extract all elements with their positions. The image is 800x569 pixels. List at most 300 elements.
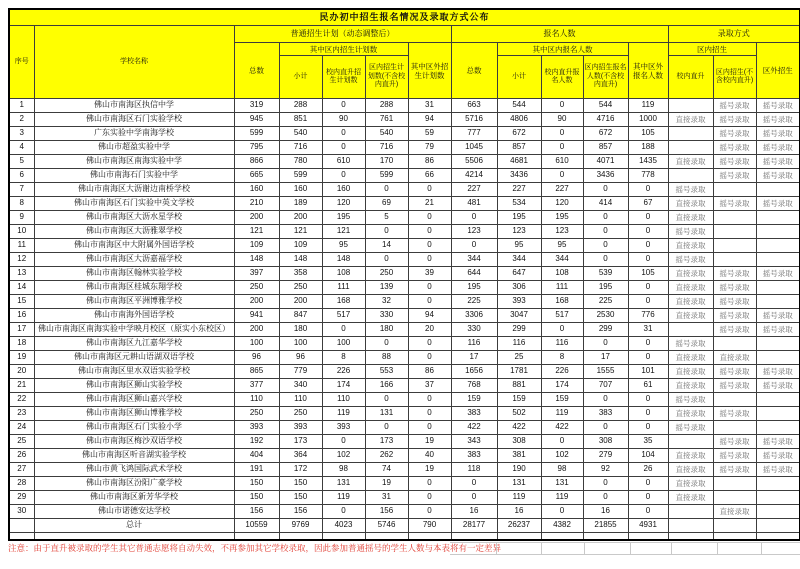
cell-apply-in-excl: 2530: [583, 309, 628, 323]
table-row: [9, 253, 800, 267]
cell-plan-total: 397: [234, 267, 279, 281]
cell-apply-out: [628, 533, 668, 541]
cell-school: 佛山市南海区翰林实验学校: [34, 267, 234, 281]
cell-plan-in-direct: 195: [322, 211, 365, 225]
cell-admission-in-excl: 摇号录取: [713, 155, 756, 169]
cell-admission-in-direct: [668, 519, 713, 533]
cell-apply-in-subtotal: [497, 533, 541, 541]
cell-apply-in-direct: 90: [541, 113, 583, 127]
cell-apply-in-subtotal: 3047: [497, 309, 541, 323]
cell-plan-total: 795: [234, 141, 279, 155]
cell-admission-in-direct: 摇号录取: [668, 253, 713, 267]
cell-apply-in-direct: 0: [541, 169, 583, 183]
col-header-index: 序号: [9, 26, 34, 99]
col-header-admission-in-group: 区内招生: [668, 43, 756, 56]
cell-apply-in-subtotal: 16: [497, 505, 541, 519]
cell-admission-in-direct: 直接录取: [668, 267, 713, 281]
cell-admission-in-excl: 摇号录取: [713, 267, 756, 281]
cell-index: 26: [9, 449, 34, 463]
cell-index: 4: [9, 141, 34, 155]
cell-admission-in-excl: 摇号录取: [713, 365, 756, 379]
cell-apply-total: 383: [451, 449, 497, 463]
cell-apply-in-subtotal: 227: [497, 183, 541, 197]
cell-school: 佛山市南海区大沥嘉福学校: [34, 253, 234, 267]
cell-plan-out: 0: [408, 421, 451, 435]
cell-admission-in-excl: 摇号录取: [713, 309, 756, 323]
cell-apply-total: 344: [451, 253, 497, 267]
cell-plan-in-subtotal: 288: [279, 99, 322, 113]
col-header-plan-total: 总数: [234, 43, 279, 99]
cell-plan-in-direct: 0: [322, 435, 365, 449]
cell-apply-in-subtotal: 95: [497, 239, 541, 253]
cell-admission-out: 摇号录取: [756, 113, 800, 127]
cell-apply-in-excl: 4071: [583, 155, 628, 169]
cell-admission-in-excl: [713, 211, 756, 225]
cell-admission-in-direct: 摇号录取: [668, 337, 713, 351]
cell-apply-out: 0: [628, 407, 668, 421]
cell-school: 佛山市南海区大沥谢边南桥学校: [34, 183, 234, 197]
cell-apply-total: 5506: [451, 155, 497, 169]
cell-apply-out: 0: [628, 421, 668, 435]
col-header-plan-in-direct: 校内直升招生计划数: [322, 56, 365, 99]
cell-index: 24: [9, 421, 34, 435]
table-row: [9, 435, 800, 449]
cell-index: 7: [9, 183, 34, 197]
cell-plan-in-direct: 0: [322, 127, 365, 141]
cell-plan-out: 21: [408, 197, 451, 211]
table-row: [9, 477, 800, 491]
cell-apply-in-direct: 517: [541, 309, 583, 323]
title-row: [9, 9, 800, 26]
cell-plan-in-direct: [322, 533, 365, 541]
cell-plan-total: 200: [234, 323, 279, 337]
cell-plan-in-excl: 553: [365, 365, 408, 379]
cell-apply-in-subtotal: 381: [497, 449, 541, 463]
cell-apply-out: 0: [628, 295, 668, 309]
cell-plan-in-subtotal: 779: [279, 365, 322, 379]
cell-school: 佛山市南海区石门实验中英文学校: [34, 197, 234, 211]
cell-admission-in-direct: 直接录取: [668, 281, 713, 295]
cell-apply-in-direct: 610: [541, 155, 583, 169]
table-row: [9, 225, 800, 239]
cell-plan-in-direct: 0: [322, 99, 365, 113]
cell-index: 11: [9, 239, 34, 253]
cell-plan-out: 0: [408, 491, 451, 505]
cell-index: 1: [9, 99, 34, 113]
table-row: [9, 393, 800, 407]
cell-school: 佛山市南海区元耕山语湖双语学校: [34, 351, 234, 365]
cell-admission-out: 摇号录取: [756, 323, 800, 337]
footnote-strip: [8, 542, 800, 555]
cell-school: 佛山市诺德安达学校: [34, 505, 234, 519]
cell-admission-out: 摇号录取: [756, 463, 800, 477]
cell-plan-in-direct: 610: [322, 155, 365, 169]
cell-plan-in-subtotal: 780: [279, 155, 322, 169]
cell-plan-in-direct: 121: [322, 225, 365, 239]
cell-plan-in-excl: 156: [365, 505, 408, 519]
cell-apply-out: 0: [628, 225, 668, 239]
cell-admission-in-direct: 直接录取: [668, 491, 713, 505]
cell-plan-in-subtotal: 121: [279, 225, 322, 239]
cell-index: 23: [9, 407, 34, 421]
cell-apply-out: 0: [628, 281, 668, 295]
cell-apply-in-direct: 226: [541, 365, 583, 379]
cell-admission-in-excl: 直接录取: [713, 351, 756, 365]
cell-apply-in-direct: 344: [541, 253, 583, 267]
cell-plan-total: 941: [234, 309, 279, 323]
cell-apply-in-excl: 0: [583, 337, 628, 351]
cell-admission-in-excl: 摇号录取: [713, 435, 756, 449]
cell-apply-in-excl: 0: [583, 491, 628, 505]
cell-admission-out: [756, 295, 800, 309]
cell-admission-out: 摇号录取: [756, 169, 800, 183]
cell-apply-total: 768: [451, 379, 497, 393]
table-header: [9, 9, 800, 99]
cell-apply-total: 0: [451, 491, 497, 505]
cell-apply-in-subtotal: 502: [497, 407, 541, 421]
cell-plan-in-excl: 330: [365, 309, 408, 323]
col-header-apply-out: 其中区外报名人数: [628, 43, 668, 99]
cell-apply-in-excl: 279: [583, 449, 628, 463]
cell-plan-in-direct: 95: [322, 239, 365, 253]
cell-school: 佛山市南海区梅沙双语学校: [34, 435, 234, 449]
cell-plan-total: [234, 533, 279, 541]
cell-apply-out: 1435: [628, 155, 668, 169]
cell-admission-in-excl: [713, 421, 756, 435]
cell-admission-in-excl: 摇号录取: [713, 197, 756, 211]
cell-apply-total: 5716: [451, 113, 497, 127]
col-header-apply-in-excl: 区内招生报名人数(不含校内直升): [583, 56, 628, 99]
cell-apply-total: 225: [451, 295, 497, 309]
cell-apply-out: 1000: [628, 113, 668, 127]
cell-plan-total: 945: [234, 113, 279, 127]
cell-apply-in-excl: 672: [583, 127, 628, 141]
cell-plan-in-excl: 170: [365, 155, 408, 169]
cell-plan-out: 66: [408, 169, 451, 183]
cell-admission-in-direct: [668, 323, 713, 337]
cell-admission-in-excl: 摇号录取: [713, 463, 756, 477]
cell-admission-in-direct: [668, 533, 713, 541]
cell-apply-total: 0: [451, 239, 497, 253]
cell-plan-in-excl: 250: [365, 267, 408, 281]
total-row: [9, 519, 800, 533]
table-row: [9, 491, 800, 505]
cell-plan-out: 0: [408, 351, 451, 365]
cell-plan-total: 665: [234, 169, 279, 183]
cell-apply-in-direct: 95: [541, 239, 583, 253]
table-row: [9, 197, 800, 211]
cell-admission-in-direct: 直接录取: [668, 309, 713, 323]
cell-plan-out: 0: [408, 505, 451, 519]
cell-plan-in-direct: 102: [322, 449, 365, 463]
cell-plan-in-excl: 139: [365, 281, 408, 295]
cell-admission-in-direct: 直接录取: [668, 239, 713, 253]
cell-apply-in-subtotal: 195: [497, 211, 541, 225]
cell-apply-total: 663: [451, 99, 497, 113]
cell-plan-in-direct: 0: [322, 169, 365, 183]
cell-plan-in-direct: 0: [322, 505, 365, 519]
enrollment-table: [8, 8, 800, 541]
cell-plan-in-subtotal: 540: [279, 127, 322, 141]
cell-index: 29: [9, 491, 34, 505]
cell-apply-total: 159: [451, 393, 497, 407]
cell-plan-in-subtotal: 393: [279, 421, 322, 435]
cell-admission-in-direct: 直接录取: [668, 463, 713, 477]
cell-apply-out: 105: [628, 127, 668, 141]
cell-admission-out: [756, 183, 800, 197]
cell-admission-out: [756, 421, 800, 435]
cell-plan-in-excl: 0: [365, 421, 408, 435]
cell-apply-out: 778: [628, 169, 668, 183]
cell-index: 18: [9, 337, 34, 351]
cell-admission-out: 摇号录取: [756, 449, 800, 463]
header-row-groups: [9, 26, 800, 43]
cell-apply-in-subtotal: 544: [497, 99, 541, 113]
cell-apply-total: 343: [451, 435, 497, 449]
table-row: [9, 421, 800, 435]
ghost-grid-cell: [631, 542, 672, 555]
cell-plan-in-direct: 0: [322, 323, 365, 337]
cell-plan-out: 0: [408, 295, 451, 309]
cell-school: 佛山市南海区狮山嘉兴学校: [34, 393, 234, 407]
cell-apply-in-subtotal: 123: [497, 225, 541, 239]
table-row: [9, 407, 800, 421]
cell-plan-total: 160: [234, 183, 279, 197]
cell-plan-total: 377: [234, 379, 279, 393]
cell-plan-in-direct: 8: [322, 351, 365, 365]
cell-plan-in-excl: 180: [365, 323, 408, 337]
cell-plan-total: 156: [234, 505, 279, 519]
cell-apply-out: 0: [628, 477, 668, 491]
cell-apply-in-direct: 0: [541, 141, 583, 155]
cell-plan-out: 0: [408, 239, 451, 253]
cell-plan-in-excl: 5746: [365, 519, 408, 533]
table-row: [9, 337, 800, 351]
cell-apply-in-excl: 857: [583, 141, 628, 155]
cell-plan-out: 94: [408, 113, 451, 127]
cell-apply-out: 4931: [628, 519, 668, 533]
cell-apply-out: 0: [628, 337, 668, 351]
cell-apply-in-subtotal: 116: [497, 337, 541, 351]
table-row: [9, 183, 800, 197]
cell-admission-in-direct: 摇号录取: [668, 393, 713, 407]
cell-apply-in-direct: 174: [541, 379, 583, 393]
cell-admission-in-direct: 摇号录取: [668, 225, 713, 239]
cell-apply-in-subtotal: 119: [497, 491, 541, 505]
cell-apply-in-excl: 383: [583, 407, 628, 421]
cell-apply-in-direct: 0: [541, 323, 583, 337]
cell-plan-in-excl: 761: [365, 113, 408, 127]
cell-admission-in-direct: [668, 505, 713, 519]
cell-admission-in-direct: 摇号录取: [668, 421, 713, 435]
cell-plan-in-direct: 119: [322, 407, 365, 421]
cell-plan-in-excl: 32: [365, 295, 408, 309]
cell-apply-out: 61: [628, 379, 668, 393]
cell-apply-in-excl: 308: [583, 435, 628, 449]
cell-plan-out: 39: [408, 267, 451, 281]
cell-admission-out: 摇号录取: [756, 365, 800, 379]
cell-plan-in-excl: 19: [365, 477, 408, 491]
cell-apply-in-direct: 4382: [541, 519, 583, 533]
cell-plan-out: 790: [408, 519, 451, 533]
cell-plan-total: 110: [234, 393, 279, 407]
cell-apply-out: 0: [628, 183, 668, 197]
cell-plan-in-direct: 90: [322, 113, 365, 127]
cell-apply-in-subtotal: 534: [497, 197, 541, 211]
cell-plan-total: 200: [234, 295, 279, 309]
cell-apply-out: 188: [628, 141, 668, 155]
table-row: [9, 99, 800, 113]
cell-plan-in-excl: 288: [365, 99, 408, 113]
table-row: [9, 267, 800, 281]
cell-school: 佛山市南海区中大附属外国语学校: [34, 239, 234, 253]
cell-index: 12: [9, 253, 34, 267]
cell-plan-in-direct: 148: [322, 253, 365, 267]
cell-apply-out: 0: [628, 211, 668, 225]
cell-plan-in-excl: 599: [365, 169, 408, 183]
ghost-grid-cell: [585, 542, 631, 555]
cell-plan-in-subtotal: 9769: [279, 519, 322, 533]
cell-admission-in-direct: 直接录取: [668, 351, 713, 365]
cell-index: 8: [9, 197, 34, 211]
cell-apply-in-excl: 0: [583, 225, 628, 239]
cell-plan-in-direct: 110: [322, 393, 365, 407]
cell-plan-in-excl: 69: [365, 197, 408, 211]
cell-plan-in-subtotal: 851: [279, 113, 322, 127]
cell-apply-out: 776: [628, 309, 668, 323]
cell-apply-total: 28177: [451, 519, 497, 533]
cell-apply-in-excl: 21855: [583, 519, 628, 533]
cell-apply-in-direct: 0: [541, 435, 583, 449]
cell-apply-total: 644: [451, 267, 497, 281]
cell-school: 佛山市南海区新芳华学校: [34, 491, 234, 505]
cell-plan-in-excl: 173: [365, 435, 408, 449]
cell-apply-total: 1656: [451, 365, 497, 379]
cell-apply-out: 0: [628, 239, 668, 253]
cell-apply-out: 31: [628, 323, 668, 337]
cell-apply-in-direct: 422: [541, 421, 583, 435]
cell-apply-out: 26: [628, 463, 668, 477]
cell-apply-out: 119: [628, 99, 668, 113]
cell-plan-in-subtotal: 200: [279, 211, 322, 225]
table-row: [9, 211, 800, 225]
cell-plan-out: 0: [408, 393, 451, 407]
cell-apply-total: 123: [451, 225, 497, 239]
cell-admission-in-direct: 直接录取: [668, 211, 713, 225]
cell-admission-in-direct: 直接录取: [668, 295, 713, 309]
cell-admission-in-excl: [713, 225, 756, 239]
cell-admission-in-direct: 摇号录取: [668, 183, 713, 197]
cell-plan-out: [408, 533, 451, 541]
cell-school: 佛山市南海区狮山博雅学校: [34, 407, 234, 421]
table-row: [9, 463, 800, 477]
cell-plan-in-excl: 0: [365, 225, 408, 239]
cell-admission-in-excl: 摇号录取: [713, 295, 756, 309]
cell-plan-total: 121: [234, 225, 279, 239]
cell-admission-in-excl: 摇号录取: [713, 169, 756, 183]
cell-apply-total: 116: [451, 337, 497, 351]
cell-index: 20: [9, 365, 34, 379]
cell-apply-total: 4214: [451, 169, 497, 183]
cell-index: [9, 533, 34, 541]
cell-plan-in-direct: 4023: [322, 519, 365, 533]
cell-index: 21: [9, 379, 34, 393]
cell-plan-in-subtotal: 200: [279, 295, 322, 309]
cell-apply-in-excl: 0: [583, 239, 628, 253]
footnote: 注意：由于直升被录取的学生其它普通志愿将自动失效，不再参加其它学校录取，因此参加普通摇号的学生人数与本表将有一定差异: [8, 543, 502, 553]
cell-plan-in-subtotal: 599: [279, 169, 322, 183]
cell-apply-out: 35: [628, 435, 668, 449]
cell-plan-in-direct: 226: [322, 365, 365, 379]
cell-admission-out: 摇号录取: [756, 99, 800, 113]
cell-apply-in-direct: 227: [541, 183, 583, 197]
cell-apply-in-excl: 0: [583, 183, 628, 197]
cell-admission-in-direct: 直接录取: [668, 477, 713, 491]
col-header-admission-group: 录取方式: [668, 26, 800, 43]
cell-school: 广东实验中学南海学校: [34, 127, 234, 141]
cell-apply-in-excl: 414: [583, 197, 628, 211]
ghost-grid-cell: [762, 542, 800, 555]
col-header-apply-in-group: 其中区内报名人数: [497, 43, 628, 56]
cell-plan-out: 0: [408, 183, 451, 197]
cell-school: 佛山市南海区汾阳广豪学校: [34, 477, 234, 491]
table-row: [9, 505, 800, 519]
cell-plan-in-direct: 517: [322, 309, 365, 323]
ghost-grid-cell: [450, 542, 497, 555]
cell-plan-out: 79: [408, 141, 451, 155]
cell-plan-in-excl: 14: [365, 239, 408, 253]
cell-index: [9, 519, 34, 533]
cell-plan-out: 86: [408, 155, 451, 169]
cell-plan-total: 404: [234, 449, 279, 463]
cell-admission-in-excl: 摇号录取: [713, 99, 756, 113]
cell-plan-in-subtotal: 150: [279, 491, 322, 505]
cell-plan-out: 19: [408, 435, 451, 449]
cell-admission-out: [756, 239, 800, 253]
col-header-admission-in-excl: 区内招生(不含校内直升): [713, 56, 756, 99]
cell-plan-total: 210: [234, 197, 279, 211]
cell-admission-in-excl: [713, 183, 756, 197]
cell-plan-in-excl: 262: [365, 449, 408, 463]
cell-plan-in-subtotal: 110: [279, 393, 322, 407]
cell-plan-total: 191: [234, 463, 279, 477]
ghost-grid-cell: [672, 542, 718, 555]
col-header-apply-total: 总数: [451, 43, 497, 99]
cell-admission-in-excl: [713, 239, 756, 253]
cell-apply-in-direct: 102: [541, 449, 583, 463]
cell-apply-in-direct: 123: [541, 225, 583, 239]
cell-plan-in-excl: 0: [365, 183, 408, 197]
cell-admission-in-direct: 直接录取: [668, 407, 713, 421]
cell-plan-in-excl: 74: [365, 463, 408, 477]
cell-plan-total: 150: [234, 491, 279, 505]
cell-admission-in-excl: 摇号录取: [713, 449, 756, 463]
cell-plan-in-direct: 160: [322, 183, 365, 197]
cell-index: 16: [9, 309, 34, 323]
cell-admission-in-direct: 直接录取: [668, 365, 713, 379]
cell-apply-in-subtotal: 672: [497, 127, 541, 141]
cell-apply-in-direct: 108: [541, 267, 583, 281]
cell-school: 佛山市南海区里水双语实验学校: [34, 365, 234, 379]
table-row: [9, 127, 800, 141]
cell-school: 佛山市南海区南海实验中学映月校区（原实小东校区）: [34, 323, 234, 337]
cell-apply-in-excl: 0: [583, 421, 628, 435]
cell-plan-in-subtotal: 180: [279, 323, 322, 337]
cell-apply-total: [451, 533, 497, 541]
cell-admission-in-excl: 摇号录取: [713, 127, 756, 141]
col-header-admission-in-direct: 校内直升: [668, 56, 713, 99]
cell-apply-total: 383: [451, 407, 497, 421]
